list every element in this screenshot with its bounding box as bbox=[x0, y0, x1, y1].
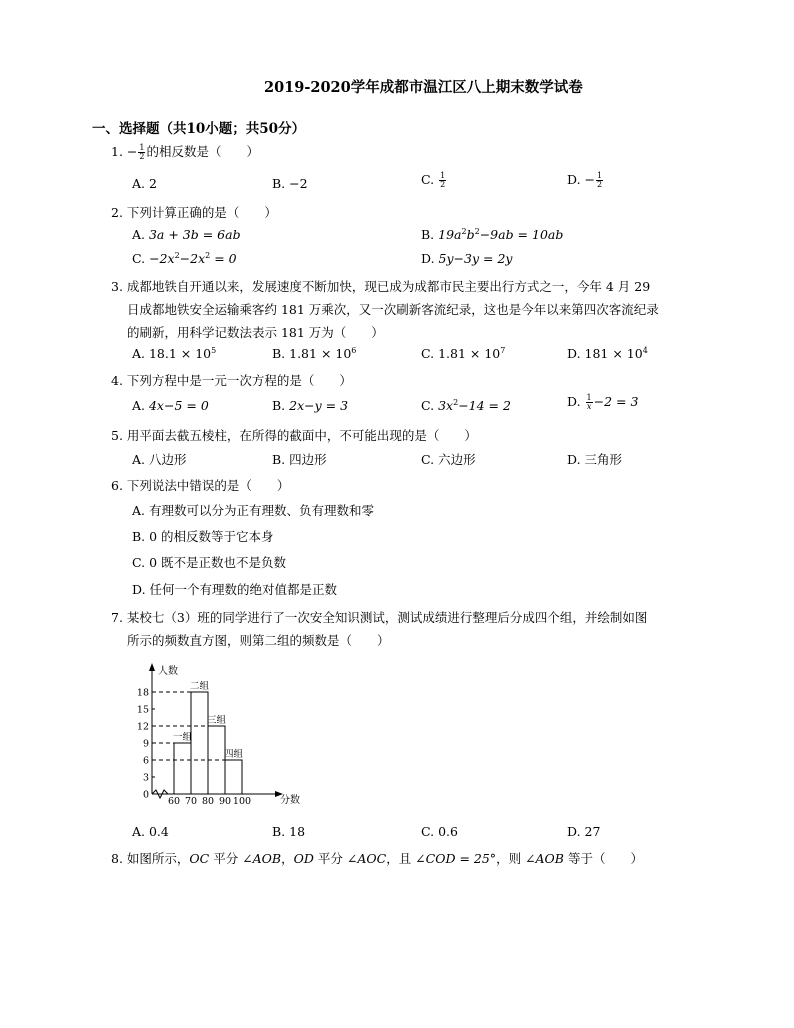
histogram-axes bbox=[149, 663, 283, 798]
question-1-stem bbox=[111, 143, 259, 161]
histogram-bar bbox=[174, 743, 191, 794]
fraction bbox=[586, 394, 593, 411]
bar-group-label: 二组 bbox=[189, 681, 210, 692]
page-title: 2019-2020学年成都市温江区八上期末数学试卷 bbox=[264, 79, 583, 96]
question-6-option-b[interactable]: B. 0 的相反数等于它本身 bbox=[132, 529, 274, 544]
question-5-option-c[interactable]: C. 六边形 bbox=[421, 452, 476, 467]
x-tick-label: 100 bbox=[232, 796, 252, 807]
bar-group-label: 四组 bbox=[223, 749, 244, 760]
question-2-option-d[interactable] bbox=[421, 251, 512, 266]
minus-sign: − bbox=[126, 144, 138, 159]
math-expression: 19a bbox=[438, 227, 462, 242]
question-3-option-b[interactable] bbox=[272, 346, 356, 361]
option-label: C. bbox=[132, 251, 150, 266]
stem-text: 的相反数是（ ） bbox=[146, 144, 259, 159]
exponent: 2 bbox=[453, 398, 459, 407]
option-label: C. bbox=[421, 398, 439, 413]
stem-text: 等于（ ） bbox=[563, 851, 643, 866]
question-1-option-b[interactable]: B. −2 bbox=[272, 176, 308, 191]
fraction-denominator: 2 bbox=[139, 152, 145, 161]
fraction bbox=[439, 172, 446, 189]
question-2-option-c[interactable] bbox=[132, 251, 237, 266]
y-tick-label: 0 bbox=[142, 789, 149, 801]
fraction-denominator: 2 bbox=[597, 180, 603, 189]
option-text: A. 18.1 × 10 bbox=[132, 346, 212, 361]
question-2-stem: 2. 下列计算正确的是（ ） bbox=[111, 205, 277, 220]
bar-group-label: 三组 bbox=[206, 715, 227, 726]
math-expression: ∠AOC bbox=[346, 851, 387, 866]
question-3-option-d[interactable] bbox=[567, 346, 648, 361]
stem-text: 平分 bbox=[313, 851, 347, 866]
question-8-stem bbox=[111, 850, 643, 868]
stem-text: ， bbox=[281, 851, 294, 866]
math-expression: −14 = 2 bbox=[458, 398, 511, 413]
question-1-option-d[interactable] bbox=[567, 172, 604, 189]
question-5-option-a[interactable]: A. 八边形 bbox=[132, 452, 187, 467]
y-tick-label: 9 bbox=[142, 738, 149, 750]
question-2-option-a[interactable] bbox=[132, 227, 241, 242]
question-7-stem-line-2: 所示的频数直方图，则第二组的频数是（ ） bbox=[127, 633, 390, 648]
fraction-numerator: 1 bbox=[586, 393, 592, 402]
question-4-stem: 4. 下列方程中是一元一次方程的是（ ） bbox=[111, 373, 352, 388]
question-3-option-c[interactable] bbox=[421, 346, 505, 361]
math-expression: −2x bbox=[149, 251, 175, 266]
question-4-option-b[interactable] bbox=[272, 398, 348, 413]
question-1-option-c[interactable] bbox=[421, 172, 447, 189]
math-expression: OC bbox=[189, 851, 210, 866]
question-1-option-a[interactable]: A. 2 bbox=[132, 176, 157, 191]
option-label: D. − bbox=[567, 172, 595, 187]
exponent: 2 bbox=[474, 227, 480, 236]
option-label: A. bbox=[132, 398, 149, 413]
exponent: 2 bbox=[174, 251, 180, 260]
math-expression: = 0 bbox=[210, 251, 237, 266]
x-axis-label: 分数 bbox=[280, 795, 300, 806]
question-7-option-b[interactable]: B. 18 bbox=[272, 824, 306, 839]
math-expression: 3a + 3b = 6ab bbox=[148, 227, 241, 242]
math-expression: ∠AOB bbox=[242, 851, 282, 866]
math-expression: ∠COD = 25° bbox=[415, 851, 497, 866]
stem-text: 8. 如图所示， bbox=[111, 851, 190, 866]
question-3-stem-line-1: 3. 成都地铁自开通以来，发展速度不断加快，现已成为成都市民主要出行方式之一，今年 4 月 29 bbox=[111, 279, 651, 294]
fraction-numerator: 1 bbox=[597, 171, 603, 180]
math-expression: −2x bbox=[179, 251, 206, 266]
exponent: 6 bbox=[351, 346, 357, 355]
question-4-option-a[interactable] bbox=[132, 398, 209, 413]
math-expression: 5y−3y = 2y bbox=[438, 251, 513, 266]
x-tick-label: 80 bbox=[201, 796, 215, 807]
option-text: B. 1.81 × 10 bbox=[272, 346, 352, 361]
y-tick-label: 15 bbox=[136, 704, 149, 716]
math-expression: −2 = 3 bbox=[593, 394, 639, 409]
exponent: 7 bbox=[500, 346, 506, 355]
math-expression: OD bbox=[293, 851, 314, 866]
stem-text: 平分 bbox=[209, 851, 243, 866]
exponent: 5 bbox=[211, 346, 217, 355]
fraction bbox=[596, 172, 603, 189]
fraction-denominator: 2 bbox=[440, 180, 446, 189]
math-expression: ∠AOB bbox=[525, 851, 564, 866]
bar-group-label: 一组 bbox=[172, 732, 193, 743]
question-3-option-a[interactable] bbox=[132, 346, 216, 361]
math-expression: 2x−y = 3 bbox=[289, 398, 349, 413]
section-heading: 一、选择题（共10小题；共50分） bbox=[92, 121, 306, 137]
math-expression: −9ab = 10ab bbox=[479, 227, 564, 242]
x-tick-label: 70 bbox=[184, 796, 198, 807]
exponent: 2 bbox=[461, 227, 467, 236]
histogram-marks bbox=[137, 681, 251, 807]
question-6-option-a[interactable]: A. 有理数可以分为正有理数、负有理数和零 bbox=[132, 503, 374, 518]
question-5-option-b[interactable]: B. 四边形 bbox=[272, 452, 327, 467]
question-3-stem-line-3: 的刷新，用科学记数法表示 181 万为（ ） bbox=[127, 325, 384, 340]
option-label: B. bbox=[421, 227, 439, 242]
fraction-numerator: 1 bbox=[139, 143, 145, 152]
exponent: 4 bbox=[642, 346, 648, 355]
question-6-stem: 6. 下列说法中错误的是（ ） bbox=[111, 478, 290, 493]
question-3-stem-line-2: 日成都地铁安全运输乘客约 181 万乘次，又一次刷新客流纪录，这也是今年以来第四次客流纪录 bbox=[127, 302, 659, 317]
frequency-histogram bbox=[130, 660, 320, 810]
question-6-option-c[interactable]: C. 0 既不是正数也不是负数 bbox=[132, 555, 286, 570]
math-expression: 4x−5 = 0 bbox=[148, 398, 209, 413]
y-tick-label: 12 bbox=[136, 721, 149, 733]
question-7-option-a[interactable]: A. 0.4 bbox=[132, 824, 169, 839]
histogram-bar bbox=[191, 692, 208, 794]
histogram-bar bbox=[225, 760, 242, 794]
y-tick-label: 3 bbox=[142, 772, 149, 784]
question-7-stem-line-1: 7. 某校七（3）班的同学进行了一次安全知识测试，测试成绩进行整理后分成四个组，并绘制如图 bbox=[111, 610, 648, 625]
option-text: C. 1.81 × 10 bbox=[421, 346, 501, 361]
option-label: D. bbox=[567, 394, 585, 409]
fraction-denominator: x bbox=[586, 402, 592, 411]
fraction-numerator: 1 bbox=[440, 171, 446, 180]
y-tick-label: 6 bbox=[142, 755, 149, 767]
question-4-option-d[interactable] bbox=[567, 394, 638, 411]
x-tick-label: 60 bbox=[167, 796, 181, 807]
question-6-option-d[interactable]: D. 任何一个有理数的绝对值都是正数 bbox=[132, 582, 338, 597]
option-text: D. 181 × 10 bbox=[567, 346, 643, 361]
question-5-stem: 5. 用平面去截五棱柱，在所得的截面中，不可能出现的是（ ） bbox=[111, 428, 477, 443]
stem-text: ，且 bbox=[386, 851, 416, 866]
option-label: B. bbox=[272, 398, 290, 413]
y-axis-label: 人数 bbox=[158, 666, 178, 677]
question-7-option-c[interactable]: C. 0.6 bbox=[421, 824, 458, 839]
math-expression: b bbox=[466, 227, 475, 242]
option-label: C. bbox=[421, 172, 439, 187]
question-2-option-b[interactable] bbox=[421, 227, 563, 242]
y-tick-label: 18 bbox=[136, 687, 149, 699]
fraction bbox=[138, 144, 145, 161]
y-axis-arrow-icon bbox=[149, 663, 155, 671]
option-label: D. bbox=[421, 251, 439, 266]
question-number: 1. bbox=[111, 144, 127, 159]
math-expression: 3x bbox=[438, 398, 454, 413]
x-tick-label: 90 bbox=[218, 796, 232, 807]
question-5-option-d[interactable]: D. 三角形 bbox=[567, 452, 623, 467]
stem-text: ，则 bbox=[496, 851, 526, 866]
question-4-option-c[interactable] bbox=[421, 398, 511, 413]
question-7-option-d[interactable]: D. 27 bbox=[567, 824, 601, 839]
exponent: 2 bbox=[205, 251, 211, 260]
option-label: A. bbox=[132, 227, 149, 242]
